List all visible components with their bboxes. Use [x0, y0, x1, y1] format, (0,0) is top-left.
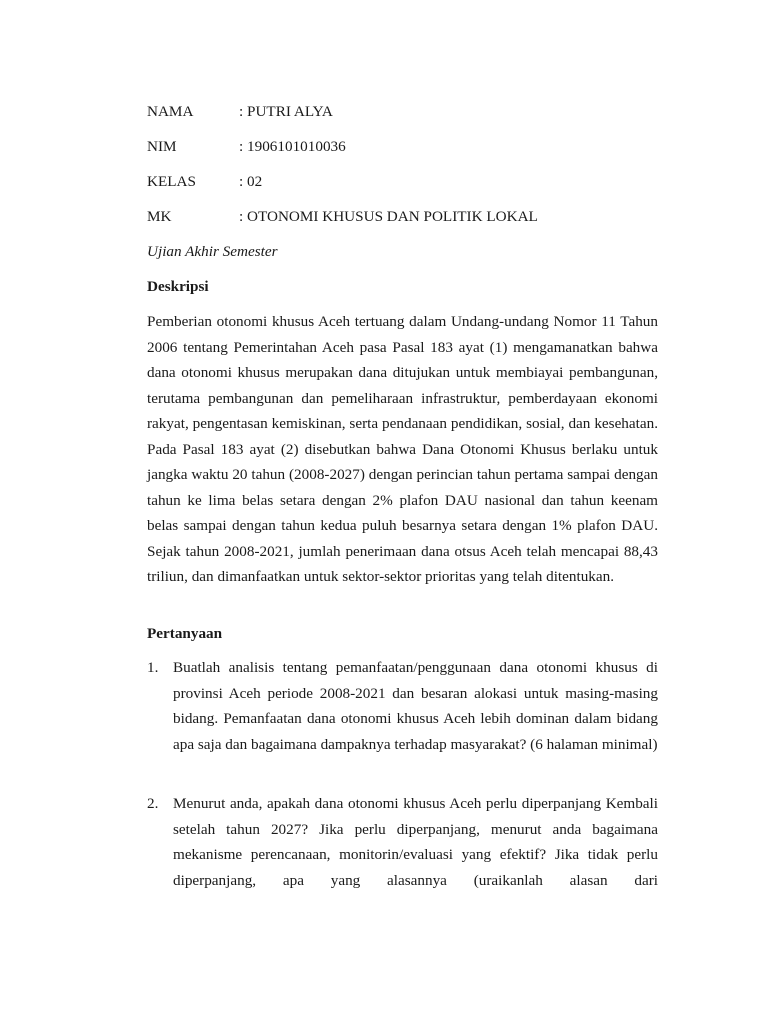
- field-label: NAMA: [147, 103, 194, 120]
- field-mk: [147, 207, 538, 227]
- field-label: NIM: [147, 138, 177, 155]
- deskripsi-heading: Deskripsi: [147, 278, 209, 295]
- question-number: 1.: [147, 659, 159, 676]
- field-value: : OTONOMI KHUSUS DAN POLITIK LOKAL: [239, 208, 538, 225]
- field-value: : 02: [239, 173, 263, 190]
- field-nim: [147, 137, 346, 157]
- exam-subtitle: Ujian Akhir Semester: [147, 243, 278, 260]
- field-nama: [147, 102, 333, 122]
- field-value: : 1906101010036: [239, 138, 346, 155]
- field-value: : PUTRI ALYA: [239, 103, 333, 120]
- question-text: Menurut anda, apakah dana otonomi khusus Aceh perlu diperpanjang Kembali setelah tahun 2027? Jika perlu diperpanjang, menurut anda bagaimana mekanisme perencanaan, monitorin/evaluasi yang efektif? Jika tidak perlu diperpanjang, apa yang alasannya (uraikanlah alasan dari: [173, 795, 658, 889]
- question-number: 2.: [147, 795, 159, 812]
- deskripsi-paragraph: Pemberian otonomi khusus Aceh tertuang dalam Undang-undang Nomor 11 Tahun 2006 tentang Pemerintahan Aceh pasa Pasal 183 ayat (1) mengamanatkan bahwa dana otonomi khusus merupakan dana ditujukan untuk membiayai pembangunan, terutama pembangunan dan pemeliharaan infrastruktur, pemberdayaan ekonomi rakyat, pengentasan kemiskinan, serta pendanaan pendidikan, sosial, dan kesehatan. Pada Pasal 183 ayat (2) disebutkan bahwa Dana Otonomi Khusus berlaku untuk jangka waktu 20 tahun (2008-2027) dengan perincian tahun pertama sampai dengan tahun ke lima belas setara dengan 2% plafon DAU nasional dan tahun keenam belas sampai dengan tahun kedua puluh besarnya setara dengan 1% plafon DAU. Sejak tahun 2008-2021, jumlah penerimaan dana otsus Aceh telah mencapai 88,43 triliun, dan dimanfaatkan untuk sektor-sektor prioritas yang telah ditentukan.: [147, 313, 658, 585]
- question-text: Buatlah analisis tentang pemanfaatan/penggunaan dana otonomi khusus di provinsi Aceh periode 2008-2021 dan besaran alokasi untuk masing-masing bidang. Pemanfaatan dana otonomi khusus Aceh lebih dominan dalam bidang apa saja dan bagaimana dampaknya terhadap masyarakat? (6 halaman minimal): [173, 659, 658, 753]
- pertanyaan-heading: Pertanyaan: [147, 625, 223, 642]
- field-kelas: [147, 172, 262, 192]
- question-item-1: [147, 655, 658, 757]
- field-label: MK: [147, 208, 172, 225]
- field-label: KELAS: [147, 173, 196, 190]
- question-item-2: [147, 791, 658, 893]
